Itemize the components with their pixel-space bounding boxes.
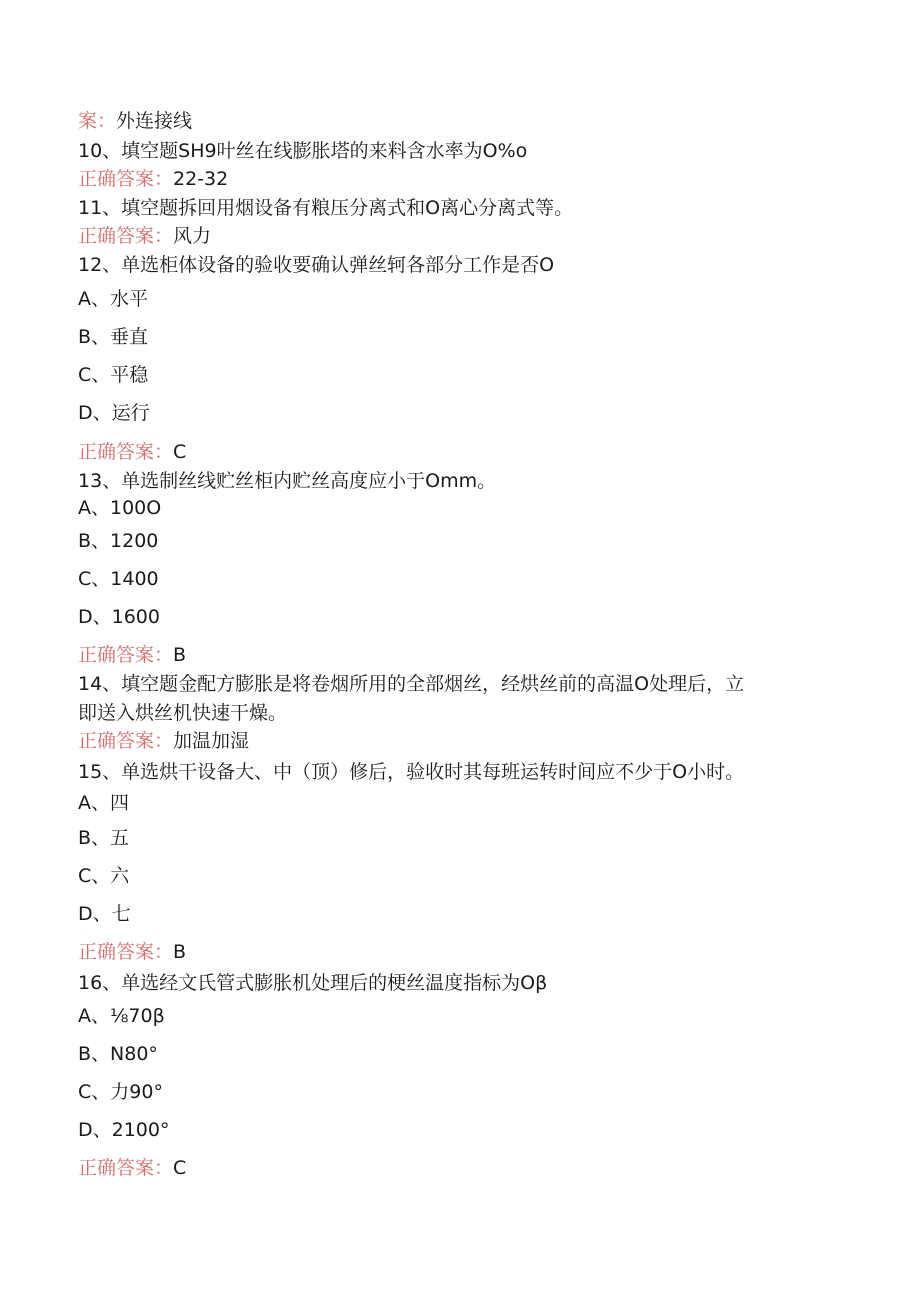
answer-line: 正确答案：B <box>78 644 187 666</box>
option-line: C、1400 <box>78 568 159 590</box>
answer-line: 正确答案：B <box>78 941 187 963</box>
answer-line: 正确答案：C <box>78 441 187 463</box>
answer-line: 正确答案：加温加湿 <box>78 730 250 752</box>
option-line: D、1600 <box>78 606 160 628</box>
option-line: A、水平 <box>78 288 148 310</box>
option-line: D、七 <box>78 903 131 925</box>
question-line: 10、填空题SH9叶丝在线膨胀塔的来料含水率为O%o <box>78 140 528 162</box>
answer-line: 正确答案：C <box>78 1157 187 1179</box>
option-line: B、垂直 <box>78 326 149 348</box>
question-line: 16、单选经文氏管式膨胀机处理后的梗丝温度指标为Oβ <box>78 972 548 994</box>
answer-line: 案：外连接线 <box>78 110 193 132</box>
option-line: A、四 <box>78 792 129 814</box>
question-line: 13、单选制丝线贮丝柜内贮丝高度应小于Omm。 <box>78 470 497 492</box>
option-line: B、1200 <box>78 530 159 552</box>
option-line: D、运行 <box>78 402 150 424</box>
option-line: C、平稳 <box>78 364 149 386</box>
option-line: B、五 <box>78 827 130 849</box>
answer-line: 正确答案：22-32 <box>78 168 229 190</box>
option-line: B、N80° <box>78 1043 158 1065</box>
question-line: 14、填空题金配方膨胀是将卷烟所用的全部烟丝，经烘丝前的高温O处理后，立 <box>78 673 745 695</box>
answer-line: 正确答案：风力 <box>78 225 212 247</box>
option-line: A、100O <box>78 497 162 519</box>
question-line: 11、填空题拆回用烟设备有粮压分离式和O离心分离式等。 <box>78 197 574 219</box>
option-line: D、2100° <box>78 1119 170 1141</box>
question-line: 即送入烘丝机快速干燥。 <box>78 702 288 724</box>
option-line: C、力90° <box>78 1081 163 1103</box>
option-line: C、六 <box>78 865 130 887</box>
option-line: A、⅛70β <box>78 1005 165 1027</box>
question-line: 15、单选烘干设备大、中（顶）修后，验收时其每班运转时间应不少于O小时。 <box>78 761 745 783</box>
question-line: 12、单选柜体设备的验收要确认弹丝轲各部分工作是否O <box>78 254 555 276</box>
